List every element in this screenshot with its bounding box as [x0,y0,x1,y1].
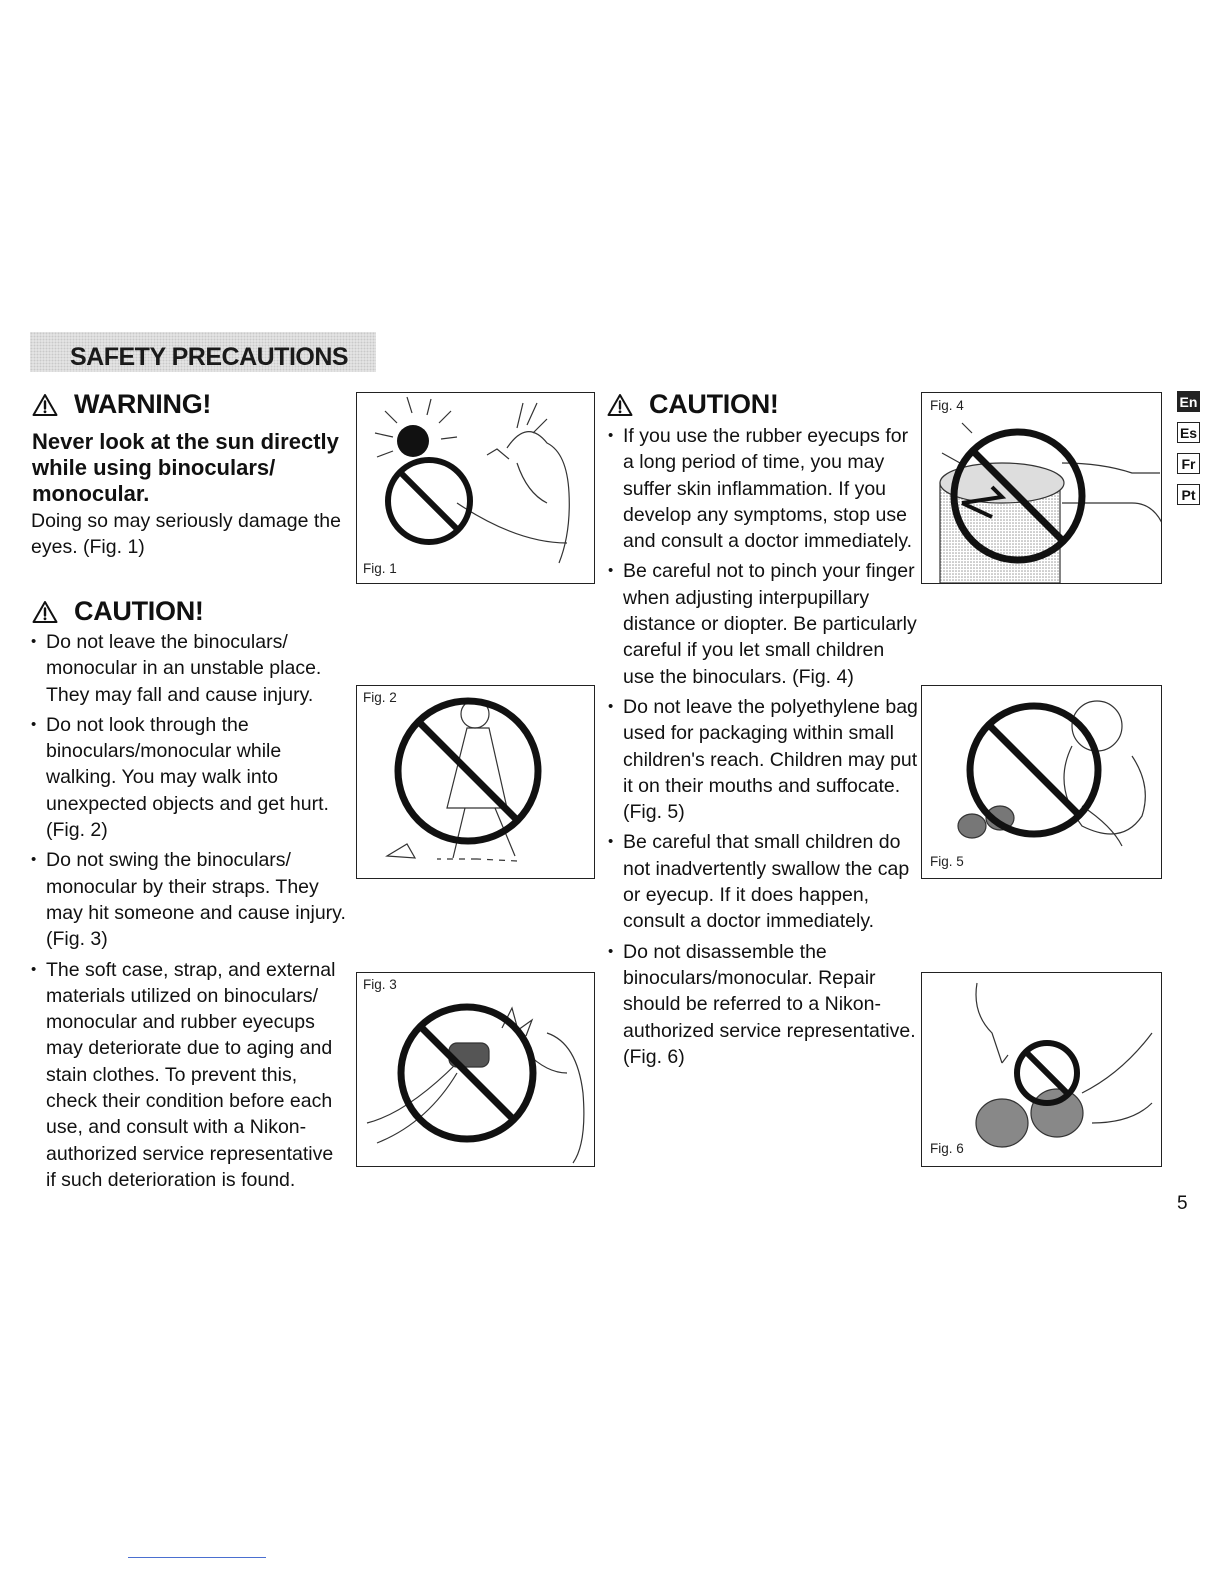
figure-5 [921,685,1162,879]
page-number: 5 [1177,1193,1188,1214]
fig2-illustration [357,686,594,878]
fig5-illustration [922,686,1161,878]
warning-triangle-icon [32,393,58,417]
caution-right-item: • Do not leave the polyethylene bag used for packaging within small children's reach. Children may put it on their mouths and suffocate. (Fig. 5) [608,694,918,825]
caution-right-item: • Be careful that small children do not inadvertently swallow the cap or eyecup. If it does happen, consult a doctor immediately. [608,829,918,934]
caution-left-item: • The soft case, strap, and external materials utilized on binoculars/ monocular and rubber eyecups may deteriorate due to aging and stain clothes. To prevent this, check their condition before each use, and consult with a Nikon-authorized service representative if such deterioration is found. [31,957,346,1194]
language-tab-en[interactable]: En [1177,391,1200,412]
footer-line [128,1557,266,1558]
caution-list-right [608,423,918,1074]
caution-triangle-icon [32,600,58,624]
figure-4 [921,392,1162,584]
language-tab-es[interactable]: Es [1177,422,1200,443]
figure-2 [356,685,595,879]
fig2-label: Fig. 2 [363,690,397,705]
caution-heading-right-label: CAUTION! [649,389,779,419]
warning-subheading: Never look at the sun directly while using binoculars/ monocular. [32,429,339,506]
fig4-illustration [922,393,1161,583]
language-tab-pt[interactable]: Pt [1177,484,1200,505]
caution-left-item: • Do not swing the binoculars/ monocular by their straps. They may hit someone and cause injury. (Fig. 3) [31,847,346,952]
caution-right-item: • Do not disassemble the binoculars/monocular. Repair should be referred to a Nikon-authorized service representative. (Fig. 6) [608,939,918,1070]
fig3-label: Fig. 3 [363,977,397,992]
figure-3 [356,972,595,1167]
language-tabs [1177,391,1200,505]
language-tab-fr[interactable]: Fr [1177,453,1200,474]
fig5-label: Fig. 5 [930,854,964,869]
fig6-illustration [922,973,1161,1166]
caution-heading-left [32,596,204,627]
caution-heading-left-label: CAUTION! [74,596,204,626]
fig4-label: Fig. 4 [930,398,964,413]
caution-left-item: • Do not look through the binoculars/monocular while walking. You may walk into unexpected objects and get hurt. (Fig. 2) [31,712,346,843]
fig6-label: Fig. 6 [930,1141,964,1156]
caution-right-item: • Be careful not to pinch your finger when adjusting interpupillary distance or diopter. Be particularly careful if you let small children use the binoculars. (Fig. 4) [608,558,918,689]
fig3-illustration [357,973,594,1166]
figure-1 [356,392,595,584]
caution-list-left [31,629,346,1197]
warning-heading [32,389,211,420]
figure-6 [921,972,1162,1167]
section-title: SAFETY PRECAUTIONS [70,343,349,371]
fig1-illustration [357,393,594,583]
caution-triangle-icon [607,393,633,417]
warning-heading-label: WARNING! [74,389,212,419]
warning-body: Doing so may seriously damage the eyes. (Fig. 1) [31,510,341,559]
caution-right-item: • If you use the rubber eyecups for a long period of time, you may suffer skin inflammation. If you develop any symptoms, stop use and consult a doctor immediately. [608,423,918,554]
caution-heading-right [607,389,779,420]
caution-left-item: • Do not leave the binoculars/ monocular in an unstable place. They may fall and cause injury. [31,629,346,708]
fig1-label: Fig. 1 [363,561,397,576]
